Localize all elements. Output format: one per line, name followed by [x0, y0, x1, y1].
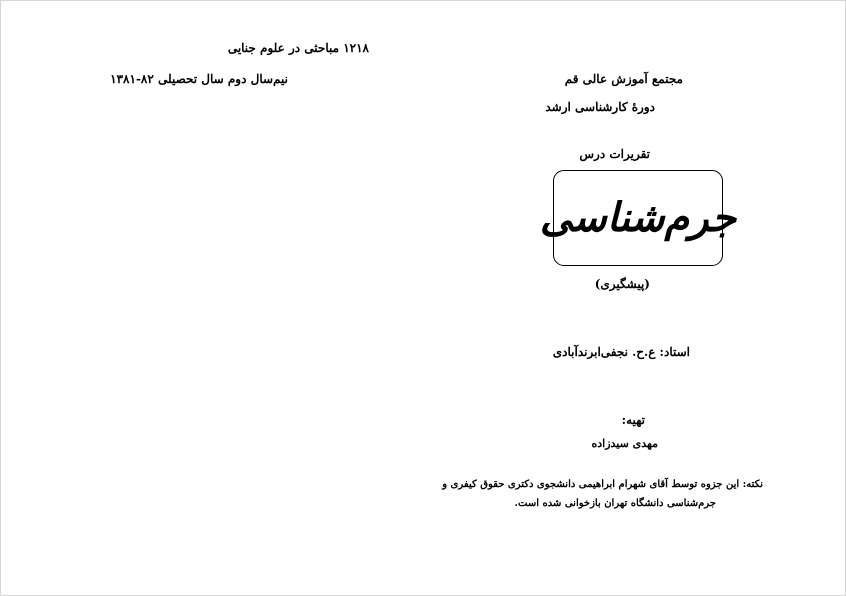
note-line-2: جرم‌شناسی دانشگاه تهران بازخوانی شده است. — [514, 498, 716, 509]
preparer-name: مهدی سیدزاده — [591, 437, 658, 450]
semester-label: نیم‌سال دوم سال تحصیلی ۸۲-۱۳۸۱ — [110, 72, 288, 86]
instructor-name: استاد: ع.ح. نجفی‌ابرندآبادی — [552, 345, 690, 359]
course-title: جرم‌شناسی — [539, 194, 737, 241]
program-name: دورهٔ کارشناسی ارشد — [545, 100, 655, 114]
page-header-reference: ۱۲۱۸ مباحثی در علوم جنایی — [227, 41, 369, 55]
course-title-box — [539, 170, 737, 266]
prepared-by-label: تهیه: — [621, 413, 645, 427]
institution-name: مجتمع آموزش عالی قم — [564, 72, 683, 86]
lecture-notes-label: تقریرات درس — [579, 147, 650, 161]
course-subtitle: (پیشگیری) — [594, 277, 650, 291]
note-line-1: نکته: این جزوه توسط آقای شهرام ابراهیمی دانشجوی دکتری حقوق کیفری و — [442, 479, 763, 490]
